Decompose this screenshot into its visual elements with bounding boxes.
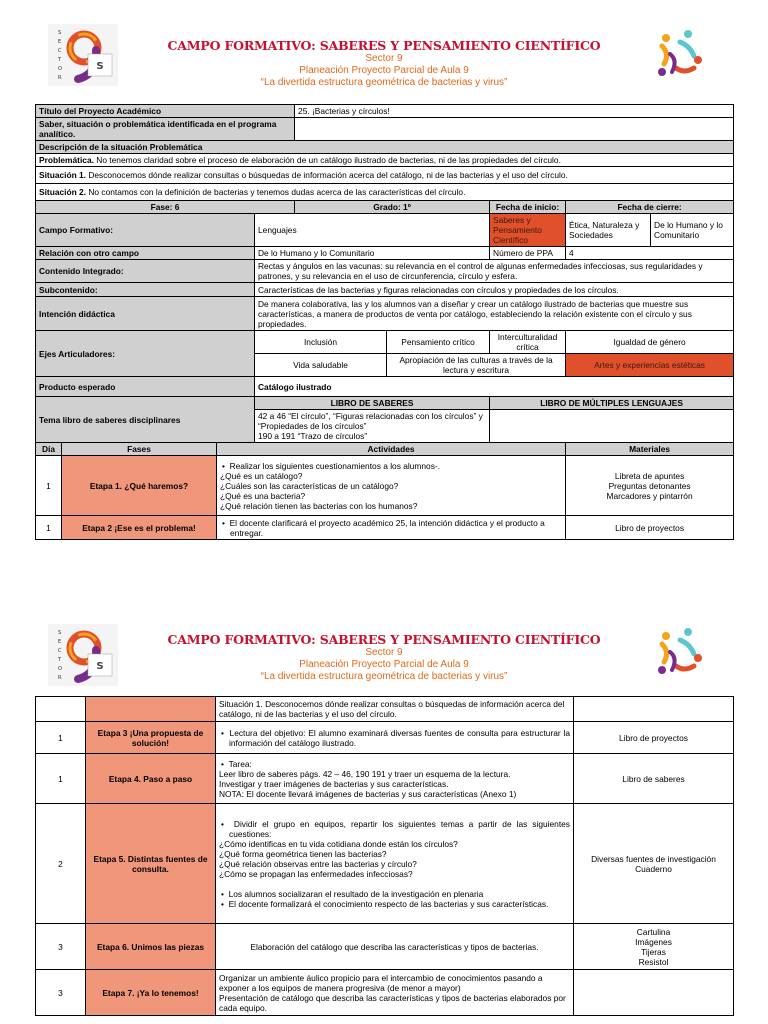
svg-text:C: C [58, 648, 62, 654]
r4-line-2: NOTA: El docente llevará imágenes de bacterias y sus características (Anexo 1) [219, 788, 517, 799]
r1-line-2: ¿Qué es una bacteria? [220, 490, 306, 501]
campo-saberes: Saberes y Pensamiento Científico [490, 214, 566, 247]
problematica-row [36, 154, 734, 167]
contenido-label: Contenido Integrado: [36, 260, 255, 283]
r5-bullet-3-text: El docente formalizará el conocimiento respecto de las bacterias y sus características. [228, 898, 549, 909]
r2-actividades [217, 516, 566, 540]
intencion-value: De manera colaborativa, las y los alumnos van a diseñar y crear un catálogo ilustrado de bacterias que muestre sus características, a manera de productos de venta por catálogo, estableciendo la relación existente con el círculo y sus propiedades. [255, 297, 734, 331]
svg-text:R: R [58, 75, 62, 81]
tema-value-1: 42 a 46 “El círculo”, “Figuras relacionadas con los círculos” y “Propiedades de los círculos” [258, 411, 483, 431]
r5-bullet-text: Dividir el grupo en equipos, repartir los siguientes temas a partir de las siguientes cuestiones: [229, 818, 570, 839]
relacion-value: De lo Humano y lo Comunitario [255, 247, 490, 260]
r4-materiales: Libro de saberes [574, 754, 734, 804]
r6-mat-2: Tijeras [641, 946, 666, 957]
r6-dia: 3 [36, 924, 86, 970]
svg-text:R: R [58, 675, 62, 681]
r3-materiales: Libro de proyectos [574, 722, 734, 754]
r2b-actividades: Situación 1. Desconocemos dónde realizar consultas o búsquedas de información acerca del catálogo, ni de las bacterias y el uso del círculo. [216, 697, 574, 722]
saber-label: Saber, situación o problemática identificada en el programa analítico. [36, 118, 295, 141]
page-gap [0, 560, 768, 600]
contenido-value: Rectas y ángulos en las vacunas: su relevancia en el control de algunas enfermedades infecciosas, sus regularidades y patrones, y su relevancia en el uso de circunferencia, círculo y esfera. [255, 260, 734, 283]
r1-line-3: ¿Qué relación tienen las bacterias con los humanos? [220, 500, 418, 511]
r1-mat-0: Libreta de apuntes [614, 470, 685, 481]
people-circle-logo [650, 24, 708, 82]
fecha-inicio-label: Fecha de inicio: [490, 201, 566, 214]
eje-vida-saludable: Vida saludable [255, 354, 387, 377]
svg-text:E: E [58, 639, 62, 645]
libro-multiples-header: LIBRO DE MÚLTIPLES LENGUAJES [490, 397, 734, 410]
r3-fase: Etapa 3 ¡Una propuesta de solución! [86, 722, 216, 754]
r4-actividades [216, 754, 574, 804]
page-header [120, 38, 648, 89]
situacion-2-row [36, 184, 734, 201]
r5-bullet: • Dividir el grupo en equipos, repartir los siguientes temas a partir de las siguientes cuestiones: [221, 818, 570, 839]
r6-materiales [574, 924, 734, 970]
project-info-table [35, 104, 734, 540]
campo-lenguajes: Lenguajes [255, 214, 490, 247]
r3-dia: 1 [36, 722, 86, 754]
fecha-cierre-label: Fecha de cierre: [566, 201, 734, 214]
r6-mat-0: Cartulina [636, 926, 671, 937]
r2-materiales: Libro de proyectos [566, 516, 734, 540]
situacion-1-row [36, 167, 734, 184]
r5-bullet-3: • El docente formalizará el conocimiento respecto de las bacterias y sus características. [221, 898, 549, 909]
tema-value-2: 190 a 191 “Trazo de círculos” [258, 431, 368, 441]
r2b-materiales [574, 697, 734, 722]
r2-bullet: • El docente clarificará el proyecto académico 25, la intención didáctica y el producto a entregar. [222, 517, 545, 538]
r1-mat-1: Preguntas detonantes [608, 480, 691, 491]
r2-bullet-text: El docente clarificará el proyecto académico 25, la intención didáctica y el producto a entregar. [229, 517, 545, 538]
plan-label: Planeación Proyecto Parcial de Aula 9 [299, 65, 469, 76]
svg-text:S: S [58, 630, 62, 636]
r6-fase: Etapa 6. Unimos las piezas [86, 924, 216, 970]
project-subtitle: “La divertida estructura geométrica de bacterias y virus” [260, 671, 508, 682]
r4-bullet-text: Tarea: [228, 758, 252, 769]
r5-actividades [216, 804, 574, 924]
eje-igualdad-genero: Igualdad de género [566, 331, 734, 354]
r4-dia: 1 [36, 754, 86, 804]
r2-fase: Etapa 2 ¡Ese es el problema! [62, 516, 217, 540]
page-title: CAMPO FORMATIVO: SABERES Y PENSAMIENTO CIENTÍFICO [167, 632, 601, 647]
r7-line-0: Organizar un ambiente áulico propicio para el intercambio de conocimientos pasando a exponer a los equipos de manera progresiva (de menor a mayor) [219, 972, 543, 993]
tema-value [255, 410, 490, 443]
activities-table [35, 696, 734, 1016]
r6-mat-3: Resistol [638, 956, 669, 967]
r2b-dia [36, 697, 86, 722]
intencion-label: Intención didáctica [36, 297, 255, 331]
ejes-label: Ejes Articuladores: [36, 331, 255, 377]
svg-text:S: S [96, 661, 104, 672]
libro-saberes-header: LIBRO DE SABERES [255, 397, 490, 410]
r6-actividades: Elaboración del catálogo que describa las características y tipos de bacterias. [216, 924, 574, 970]
r2b-fase [86, 697, 216, 722]
r4-fase: Etapa 4. Paso a paso [86, 754, 216, 804]
tema-label: Tema libro de saberes disciplinares [36, 397, 255, 443]
problematica-text: No tenemos claridad sobre el proceso de elaboración de un catálogo ilustrado de bacterias, ni de las propiedades del círculo. [93, 155, 561, 165]
producto-label: Producto esperado [36, 377, 255, 397]
r1-materiales [566, 456, 734, 516]
situacion-1-text: Desconocemos dónde realizar consultas o búsquedas de información acerca del catálogo, ni de las bacterias y el uso del círculo. [86, 170, 568, 180]
r1-line-0: ¿Qué es un catálogo? [220, 470, 303, 481]
eje-artes: Artes y experiencias estéticas [566, 354, 734, 377]
situacion-2-label: Situación 2. [39, 187, 87, 197]
r1-fase: Etapa 1. ¿Qué haremos? [62, 456, 217, 516]
r5-dia: 2 [36, 804, 86, 924]
tema-multiples-value [490, 410, 734, 443]
titulo-value: 25. ¡Bacterias y círculos! [295, 105, 734, 118]
col-materiales: Materiales [566, 443, 734, 456]
saber-value [295, 118, 734, 141]
r1-bullet: • Realizar los siguientes cuestionamientos a los alumnos-. [222, 460, 441, 471]
people-circle-logo [650, 622, 708, 680]
eje-inclusion: Inclusión [255, 331, 387, 354]
r5-mat-0: Diversas fuentes de investigación [591, 853, 716, 864]
ppa-value: 4 [566, 247, 734, 260]
r4-line-1: Investigar y traer imágenes de bacterias y sus características. [219, 778, 449, 789]
r1-mat-2: Marcadores y pintarrón [606, 490, 693, 501]
subcontenido-value: Características de las bacterias y figuras relacionadas con círculos y propiedades de los círculos. [255, 283, 734, 297]
descripcion-label: Descripción de la situación Problemática [36, 141, 734, 154]
producto-value: Catálogo ilustrado [255, 377, 734, 397]
r5-line-2: ¿Qué relación observas entre las bacterias y círculo? [219, 858, 417, 869]
campo-label: Campo Formativo: [36, 214, 255, 247]
col-actividades: Actividades [217, 443, 566, 456]
sector-9-logo [48, 624, 118, 686]
r5-spacer [219, 879, 570, 889]
r1-bullet-text: Realizar los siguientes cuestionamientos a los alumnos-. [229, 460, 441, 471]
r4-bullet: • Tarea: [221, 758, 252, 769]
situacion-2-text: No contamos con la definición de bacterias y tenemos dudas acerca de las características del círculo. [86, 187, 466, 197]
r5-materiales [574, 804, 734, 924]
col-fases: Fases [62, 443, 217, 456]
svg-text:E: E [58, 39, 62, 45]
svg-text:O: O [58, 666, 62, 672]
r3-actividades [216, 722, 574, 754]
r3-bullet-text: Lectura del objetivo: El alumno examinará diversas fuentes de consulta para estructurar la información del catálogo ilustrado. [229, 727, 570, 748]
r5-fase: Etapa 5. Distintas fuentes de consulta. [86, 804, 216, 924]
problematica-label: Problemática. [39, 155, 94, 165]
r3-bullet: • Lectura del objetivo: El alumno examinará diversas fuentes de consulta para estructurar la información del catálogo ilustrado. [221, 727, 570, 748]
r5-bullet-2: • Los alumnos socializaran el resultado de la investigación en plenaria [221, 888, 484, 899]
r5-line-3: ¿Cómo se propagan las enfermedades infecciosas? [219, 868, 413, 879]
r5-line-0: ¿Cómo identificas en tu vida cotidiana donde están los círculos? [219, 838, 458, 849]
r5-mat-1: Cuaderno [635, 863, 672, 874]
sector-9-logo [48, 24, 118, 86]
svg-text:S: S [58, 30, 62, 36]
svg-text:C: C [58, 48, 62, 54]
campo-etica: Ética, Naturaleza y Sociedades [566, 214, 651, 247]
svg-text:S: S [96, 61, 104, 72]
r7-line-1: Presentación de catálogo que describa las características y tipos de bacterias elaborados por cada equipo. [219, 992, 566, 1013]
r7-materiales [574, 970, 734, 1016]
plan-label: Planeación Proyecto Parcial de Aula 9 [299, 659, 469, 670]
r6-mat-1: Imágenes [635, 936, 672, 947]
relacion-label: Relación con otro campo [36, 247, 255, 260]
page-header [120, 632, 648, 683]
svg-text:T: T [58, 57, 62, 63]
r7-actividades [216, 970, 574, 1016]
page-2 [0, 600, 768, 1024]
sector-label: Sector 9 [365, 647, 403, 658]
sector-label: Sector 9 [365, 53, 403, 64]
r7-dia: 3 [36, 970, 86, 1016]
titulo-label: Título del Proyecto Académico [36, 105, 295, 118]
page-title: CAMPO FORMATIVO: SABERES Y PENSAMIENTO CIENTÍFICO [167, 38, 601, 53]
subcontenido-label: Subcontenido: [36, 283, 255, 297]
svg-text:O: O [58, 66, 62, 72]
campo-humano: De lo Humano y lo Comunitario [651, 214, 734, 247]
r7-fase: Etapa 7. ¡Ya lo tenemos! [86, 970, 216, 1016]
r1-actividades [217, 456, 566, 516]
r4-line-0: Leer libro de saberes págs. 42 – 46, 190 191 y traer un esquema de la lectura. [219, 768, 511, 779]
r1-dia: 1 [36, 456, 62, 516]
r1-line-1: ¿Cuáles son las características de un catálogo? [220, 480, 399, 491]
r5-line-1: ¿Qué forma geométrica tienen las bacterias? [219, 848, 387, 859]
r2-dia: 1 [36, 516, 62, 540]
r5-bullet-2-text: Los alumnos socializaran el resultado de la investigación en plenaria [228, 888, 484, 899]
project-subtitle: “La divertida estructura geométrica de bacterias y virus” [260, 77, 508, 88]
svg-text:T: T [58, 657, 62, 663]
eje-apropiacion: Apropiación de las culturas a través de la lectura y escritura [387, 354, 566, 377]
ppa-label: Número de PPA [490, 247, 566, 260]
grado-label: Grado: 1º [295, 201, 490, 214]
situacion-1-label: Situación 1. [39, 170, 87, 180]
eje-interculturalidad: Interculturalidad crítica [490, 331, 566, 354]
col-dia: Día [36, 443, 62, 456]
eje-pensamiento-critico: Pensamiento crítico [387, 331, 490, 354]
fase-label: Fase: 6 [36, 201, 295, 214]
